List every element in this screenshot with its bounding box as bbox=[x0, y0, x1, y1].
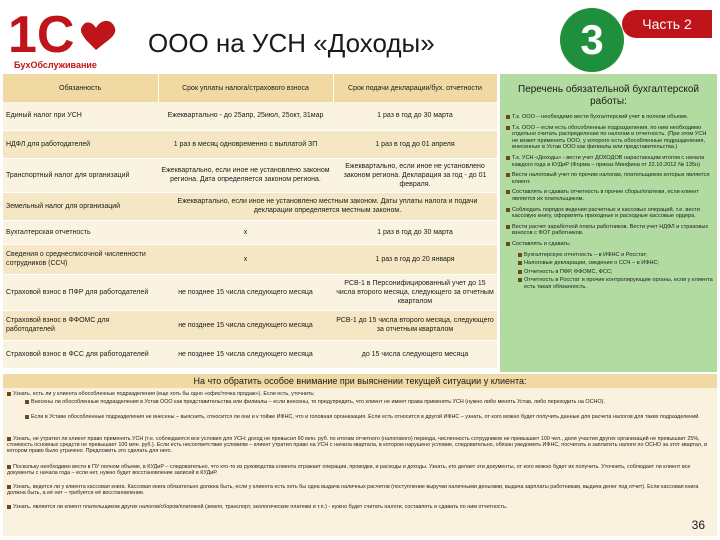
page-title: ООО на УСН «Доходы» bbox=[148, 28, 435, 58]
table-row bbox=[3, 220, 497, 244]
bullet-icon bbox=[7, 437, 11, 441]
part-label: Часть 2 bbox=[622, 10, 712, 38]
table-cell: 1 раз в месяц одновременно с выплатой ЗП bbox=[158, 130, 333, 158]
table-cell: Транспортный налог для организаций bbox=[3, 158, 158, 192]
bullet-icon bbox=[518, 261, 522, 265]
bullet-icon bbox=[25, 415, 29, 419]
table-cell: Страховой взнос в ФСС для работодателей bbox=[3, 340, 158, 368]
list-item: Составлять и сдавать: bbox=[506, 241, 713, 248]
bullet-icon bbox=[518, 270, 522, 274]
attention-body bbox=[3, 388, 717, 536]
table-row bbox=[3, 158, 497, 192]
bullet-icon bbox=[7, 392, 11, 396]
attention-item: Узнать, есть ли у клиента обособленные подразделения (еще хоть бы одно «офис/точка продаж»). Если есть, уточнить: bbox=[7, 391, 707, 397]
bullet-icon bbox=[506, 126, 510, 130]
table-cell: 1 раз в год до 30 марта bbox=[333, 220, 497, 244]
list-item: Т.к. ООО – необходимо вести бухгалтерский учет в полном объеме. bbox=[506, 114, 713, 121]
bullet-icon bbox=[506, 225, 510, 229]
table-cell: 1 раз в год до 01 апреля bbox=[333, 130, 497, 158]
table-cell: 1 раз в год до 20 января bbox=[333, 244, 497, 274]
attention-item: Узнать, не утратил ли клиент право применять УСН (т.е. соблюдаются все условия для УСН: доход не превысил 60 млн. руб. по итогам отчетного (налогового) периода, численность сотрудников не превышает 100 чел., доля участия других организаций не превышает 25%, стоимость основных средств не превышает 100 млн. руб.). Если есть несоответствие условиям – клиент утратил право на УСН с начала квартала, в котором нарушено условие, следовательно, обязан уведомить ИФНС, посчитать и заплатить налоги по ОСНО за этот квартал, в котором право было утрачено. Предложить это сделать для него. bbox=[7, 436, 707, 455]
list-item: Соблюдать порядок ведения расчетных и кассовых операций, т.е. вести кассовую книгу, оформлять приходные и расходные кассовые ордера. bbox=[506, 207, 713, 220]
page-number: 36 bbox=[691, 518, 705, 532]
table-cell: не позднее 15 числа следующего месяца bbox=[158, 340, 333, 368]
bullet-icon bbox=[7, 485, 11, 489]
logo-subtitle: БухОбслуживание bbox=[14, 60, 97, 70]
table-cell: Единый налог при УСН bbox=[3, 102, 158, 130]
table-cell: Страховой взнос в ПФР для работодателей bbox=[3, 274, 158, 310]
table-cell: 1 раз в год до 30 марта bbox=[333, 102, 497, 130]
table-row bbox=[3, 310, 497, 340]
table-cell: х bbox=[158, 244, 333, 274]
cloud-heart-icon bbox=[81, 21, 115, 50]
list-item: Вести расчет заработной платы работников. Вести учет НДФЛ и страховых взносов с ФОТ работников. bbox=[506, 224, 713, 237]
attention-item: Поскольку необходимо вести в ПУ полном объеме, в КУДиР – следовательно, что кто-то из руководства клиента отражает операции, проводки, и расходы и доходы. Узнать, кто делает эти документы, от кого можно будет их получить. Уточнить, соблюдает ли клиент все документы с начала года – если нет, нужно будет восстановление записей в КУДиР. bbox=[7, 464, 691, 477]
list-item: Вести налоговый учет по прочим налогам, плательщиком которых является клиент. bbox=[506, 172, 713, 185]
bullet-icon bbox=[25, 400, 29, 404]
table-cell: не позднее 15 числа следующего месяца bbox=[158, 274, 333, 310]
section-number-badge: 3 bbox=[560, 8, 624, 72]
attention-item: Узнать, является ли клиент плательщиком других налогов/сборов/платежей (земля, транспорт, экологические платежи и т.п.) - нужно будет считать налоги, составлять и сдавать по ним отчетность. bbox=[7, 504, 707, 510]
table-cell: Страховой взнос в ФФОМС для работодателей bbox=[3, 310, 158, 340]
list-item: Т.к. ООО – если есть обособленные подразделения, по ним необходимо отдельно считать распределение по налогам и отчетность. (При этом УСН не может применять ООО, у которого есть обособленные подразделения, внесенные в Устав ООО как филиалы или представительства.) bbox=[506, 125, 713, 151]
table-cell: Сведения о среднесписочной численности сотрудников (ССЧ) bbox=[3, 244, 158, 274]
column-header: Обязанность bbox=[3, 74, 158, 102]
list-subitem: Отчетность в Росстат и прочие контролирующие органы, если у клиента есть такая обязанность. bbox=[506, 277, 713, 290]
table-cell: до 15 числа следующего месяца bbox=[333, 340, 497, 368]
bullet-icon bbox=[506, 115, 510, 119]
bullet-icon bbox=[7, 465, 11, 469]
logo-mark: 1С bbox=[8, 6, 75, 60]
table-cell: Ежеквартально, если иное не установлено местным законом. Даты уплаты налога и подачи декларации определяется местным законом. bbox=[158, 192, 497, 220]
attention-item: Узнать, ведется ли у клиента кассовая книга. Кассовая книга обязательно должна быть, если у клиента есть хоть бы одна выдача наличных расчетов (поступление выручки наличными деньгами, выдача зарплаты работникам, выдача денег под отчет). Если кассовая книга должна быть, а её нет – требуется её восстановление. bbox=[7, 484, 699, 497]
table-row bbox=[3, 274, 497, 310]
logo bbox=[6, 4, 128, 74]
table-cell: Ежеквартально, если иное не установлено законом региона. Дата определяется законом региона. bbox=[158, 158, 333, 192]
table-row bbox=[3, 130, 497, 158]
bullet-icon bbox=[506, 242, 510, 246]
attention-header: На что обратить особое внимание при выяснении текущей ситуации у клиента: bbox=[3, 374, 717, 388]
panel-title: Перечень обязательной бухгалтерской работы: bbox=[518, 84, 699, 107]
bullet-icon bbox=[506, 208, 510, 212]
brand-logo-icon bbox=[6, 4, 128, 60]
table-row bbox=[3, 340, 497, 368]
table-cell: Ежеквартально, если иное не установлено законом региона. Декларация за год - до 01 февраля. bbox=[333, 158, 497, 192]
table-cell: РСВ-1 в Персонифицированный учет до 15 числа второго месяца, следующего за отчетным кварталом bbox=[333, 274, 497, 310]
bullet-icon bbox=[518, 253, 522, 257]
table-row bbox=[3, 192, 497, 220]
column-header: Срок уплаты налога/страхового взноса bbox=[158, 74, 333, 102]
work-list bbox=[506, 114, 713, 290]
bullet-icon bbox=[506, 156, 510, 160]
table-cell: Земельный налог для организаций bbox=[3, 192, 158, 220]
list-item: Т.к. УСН «Доходы» - вести учет ДОХОДОВ нарастающим итогом с начала каждого года в КУДиР (Форма – приказ Минфина от 22.10.2012 № 135н) bbox=[506, 155, 713, 168]
bullet-icon bbox=[506, 190, 510, 194]
table-row bbox=[3, 244, 497, 274]
bullet-icon bbox=[7, 505, 11, 509]
table-cell: Ежеквартально - до 25апр, 25июл, 25окт, 31мар bbox=[158, 102, 333, 130]
table-cell: РСВ-1 до 15 числа второго месяца, следующего за отчетным кварталом bbox=[333, 310, 497, 340]
table-cell: х bbox=[158, 220, 333, 244]
obligations-table bbox=[3, 74, 498, 368]
column-header: Срок подачи декларации/бух. отчетности bbox=[333, 74, 497, 102]
bullet-icon bbox=[518, 278, 522, 282]
attention-subitem: Если в Уставе обособленные подразделения не внесены – выяснить, относится ли они и к тойже ИФНС, что и головная организация. Если есть относится в другой ИФНС – узнать, от кого можно будет получить данные для расчета налогов для таких подразделений. bbox=[25, 414, 707, 420]
table-cell: Бухгалтерская отчетность bbox=[3, 220, 158, 244]
list-item: Составлять и сдавать отчетность в прочие сборы/платежи, если клиент является их плательщиком. bbox=[506, 189, 713, 202]
list-subitem: Бухгалтерскую отчетность – в ИФНС и Росстат; bbox=[506, 252, 713, 259]
table-cell: не позднее 15 числа следующего месяца bbox=[158, 310, 333, 340]
required-work-panel bbox=[500, 74, 717, 372]
list-subitem: Налоговые декларации, сведения о ССЧ – в ИФНС; bbox=[506, 260, 713, 267]
table-row bbox=[3, 102, 497, 130]
attention-subitem: Внесены ли обособленные подразделения в Устав ООО как представительства или филиалы – если внесены, то предупредить, что клиент не имеет права применять УСН (нужно либо менять Устав, либо переходить на ОСНО). bbox=[25, 399, 707, 405]
table-header-row bbox=[3, 74, 497, 102]
table-cell: НДФЛ для работодателей bbox=[3, 130, 158, 158]
list-subitem: Отчетность в ПФР, ФФОМС, ФСС; bbox=[506, 269, 713, 276]
bullet-icon bbox=[506, 173, 510, 177]
